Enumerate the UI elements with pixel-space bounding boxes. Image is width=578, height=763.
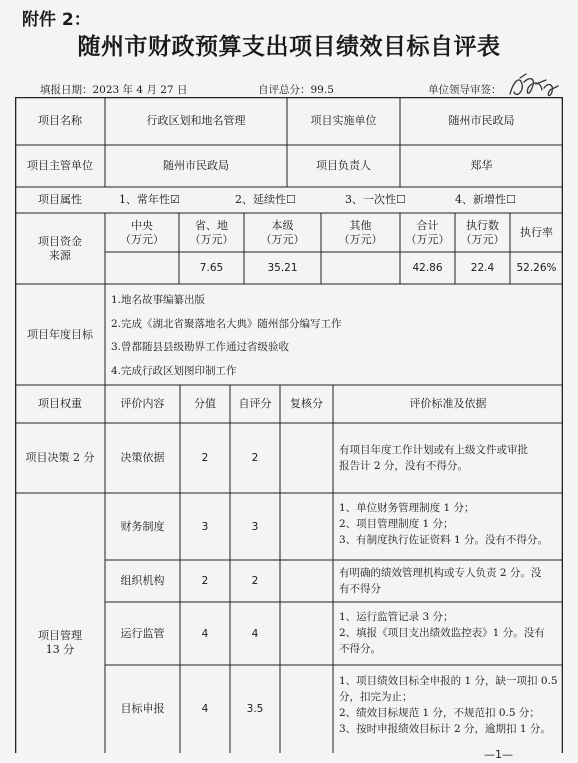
funding-header [321,213,400,252]
row-score: 2 [201,575,209,587]
criteria-line: 2、填报《项目支出绩效监控表》1 分。没有 [339,627,545,639]
funding-header-line: （万元） [460,232,505,246]
attr-option: 2、延续性☐ [235,193,296,206]
funding-value: 35.21 [267,262,298,274]
page-title: 随州市财政预算支出项目绩效目标自评表 [77,34,501,60]
criteria-line: 报告计 2 分，没有不得分。 [339,460,468,472]
total-score: 自评总分：99.5 [258,84,334,96]
funding-value: 52.26% [516,262,557,274]
funding-header-line: 中央 [131,218,153,232]
row-content: 目标申报 [120,702,165,715]
attr-label: 项目属性 [38,193,82,206]
funding-value: 42.86 [412,262,443,274]
attr-option: 1、常年性☑ [119,193,180,206]
attr-option: 3、一次性☐ [345,193,406,206]
funding-header-line: （万元） [189,232,234,246]
impl-unit-value: 随州市民政局 [448,114,515,127]
row-score: 2 [201,452,209,464]
supervisor-label: 项目主管单位 [27,159,93,172]
criteria-line: 不得分。 [339,643,381,655]
funding-header-line: 省、地 [195,218,228,232]
funding-value: 7.65 [199,262,224,274]
goal-item: 4.完成行政区划图印制工作 [111,364,237,377]
header-self-score: 自评分 [238,397,272,410]
row-content: 财务制度 [120,519,165,533]
header-criteria: 评价标准及依据 [409,397,487,410]
row-review-score [280,560,333,602]
funding-value: 22.4 [470,262,495,274]
row-criteria [339,500,561,548]
group-label-line: 项目管理 [38,629,82,642]
funding-header [510,213,563,252]
criteria-line: 2、绩效目标规范 1 分，不规范扣 0.5 分； [339,707,540,719]
funding-header [244,213,321,252]
criteria-line: 3、按时申报绩效目标计 2 分，逾期扣 1 分。 [339,723,551,735]
criteria-line: 2、项目管理制度 1 分； [339,518,454,530]
criteria-line: 有明确的绩效管理机构或专人负责 2 分。没 [339,567,542,579]
row-content: 组织机构 [120,574,165,587]
funding-header-line: 本级 [271,218,294,232]
header-weight: 项目权重 [38,397,82,410]
group-label-management [15,493,105,753]
row-score: 4 [201,627,209,640]
row-score: 4 [201,703,209,715]
row-self-score: 4 [251,627,259,640]
row-criteria [339,442,561,474]
row-self-score: 2 [251,575,259,587]
evaluation-table [15,97,563,753]
criteria-line: 1、单位财务管理制度 1 分； [339,502,475,514]
funding-header [179,213,244,252]
group-label-line: 13 分 [45,643,75,656]
row-self-score: 2 [251,452,259,464]
funding-header-line: 合计 [416,218,439,232]
funding-header-line: 执行率 [520,225,553,239]
funding-header-line: （万元） [120,232,164,246]
criteria-line: 1、项目绩效目标全申报的 1 分，缺一项扣 0.5 [339,675,558,687]
row-criteria [339,565,561,597]
fill-date: 填报日期：2023 年 4 月 27 日 [40,84,188,96]
funding-header-line: （万元） [338,232,383,246]
criteria-line: 有不得分 [339,583,381,595]
goal-item: 1.地名故事编纂出版 [111,294,206,306]
annual-goals-list [111,289,559,383]
supervisor-value: 随州市民政局 [163,159,229,172]
funding-label-line: 来源 [49,248,71,262]
funding-header [105,213,179,252]
funding-header-line: 执行数 [466,218,499,232]
row-score: 3 [201,520,209,533]
funding-header [400,213,455,252]
row-criteria [339,673,561,737]
leader-review-label: 单位领导审签： [428,84,502,96]
row-review-score [280,423,333,493]
page-number: —1— [484,748,513,761]
funding-label [15,213,105,284]
group-label-decision: 项目决策 2 分 [25,451,95,464]
funding-header-line: （万元） [260,232,305,246]
funding-header-line: （万元） [405,232,450,246]
funding-value [321,252,400,284]
criteria-line: 有项目年度工作计划或有上级文件或审批 [339,444,528,456]
funding-label-line: 项目资金 [38,234,82,248]
row-review-score [280,665,333,753]
row-criteria [339,609,561,657]
annual-goals-label: 项目年度目标 [27,327,93,341]
funding-header [455,213,510,252]
project-name-label: 项目名称 [38,114,82,127]
funding-value [105,252,179,284]
criteria-line: 分，扣完为止； [339,691,413,703]
criteria-line: 3、有制度执行佐证资料 1 分。没有不得分。 [339,534,549,546]
project-name-value: 行政区划和地名管理 [146,114,246,127]
header-review-score: 复核分 [290,397,323,410]
leader-value: 郑华 [470,159,493,172]
header-score: 分值 [194,397,216,410]
goal-item: 3.曾都随县县级勘界工作通过省级验收 [111,341,290,353]
row-review-score [280,602,333,665]
row-self-score: 3 [251,520,259,533]
header-content: 评价内容 [120,397,165,410]
criteria-line: 1、运行监管记录 3 分； [339,611,454,623]
leader-label: 项目负责人 [316,159,371,172]
attr-option: 4、新增性☐ [455,193,516,206]
funding-header-line: 其他 [349,218,372,232]
row-self-score: 3.5 [246,703,264,715]
impl-unit-label: 项目实施单位 [310,114,377,127]
attachment-label: 附件 2： [22,10,91,30]
row-review-score [280,493,333,560]
row-content: 决策依据 [120,451,165,464]
row-content: 运行监管 [120,626,165,640]
goal-item: 2.完成《湖北省聚落地名大典》随州部分编写工作 [111,317,342,330]
